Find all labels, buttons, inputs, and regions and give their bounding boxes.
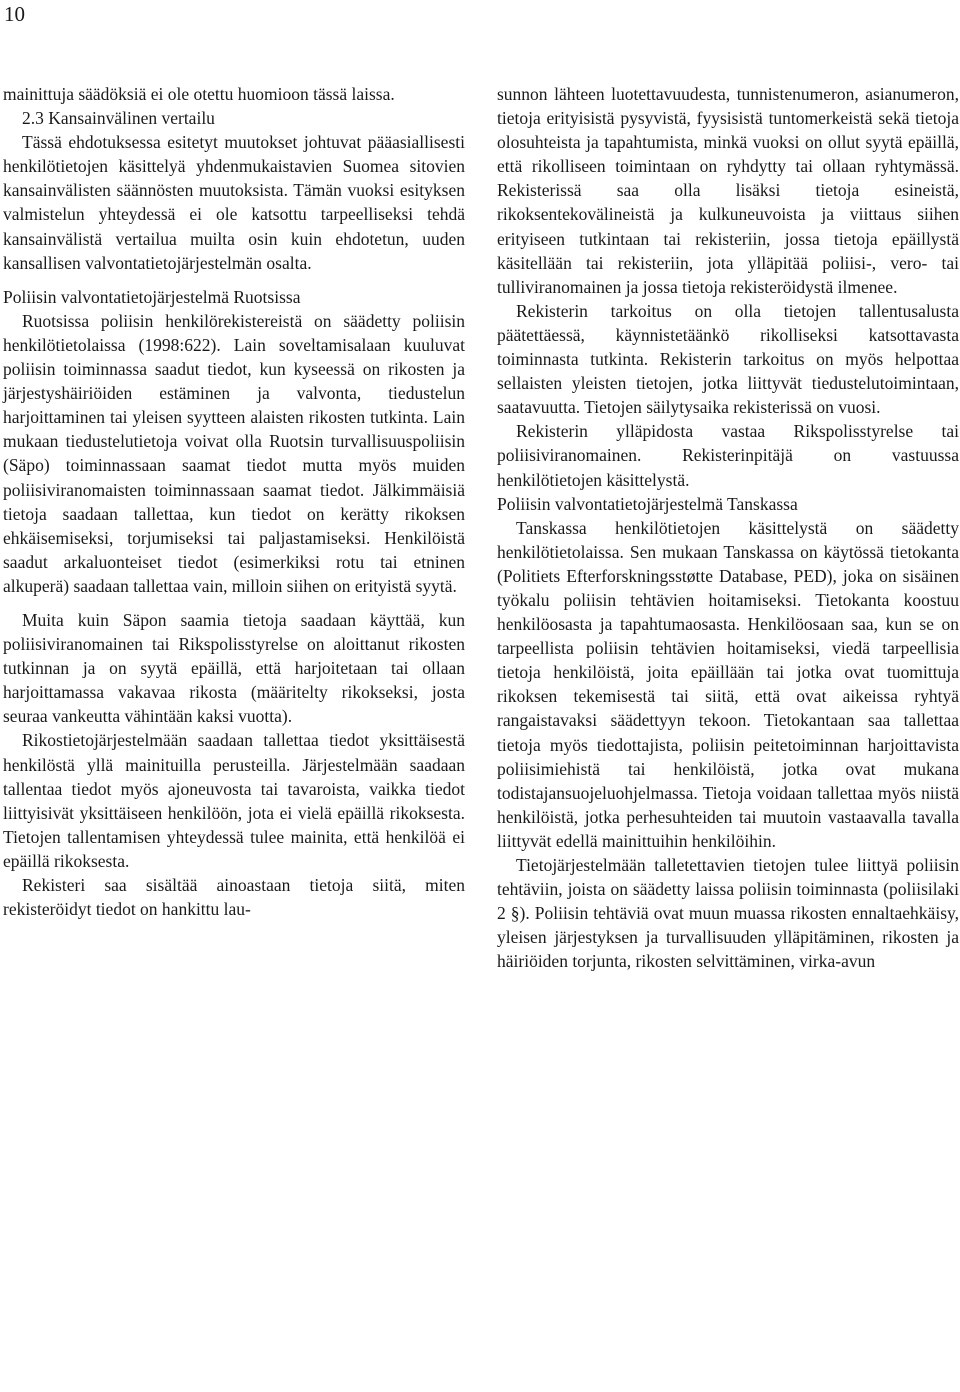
intro-paragraph: Tässä ehdotuksessa esitetyt muutokset johtuvat pääasiallisesti henkilötietojen käsittelyä yhdenmukaistavien Suomea sitovien kansainvälisten säännösten muutoksista. Tämän vuoksi esityksen valmistelun yhteydessä ei ole katsottu tarpeelliseksi tehdä kansainvälistä vertailua muilta osin kuin ehdotetun, uuden kansallisen valvontatietojärjestelmän osalta. <box>3 132 465 273</box>
section-heading: 2.3 Kansainvälinen vertailu <box>22 108 215 129</box>
body-paragraph: Tanskassa henkilötietojen käsittelystä on säädetty henkilötietolaissa. Sen mukaan Tanskassa on käytössä tietokanta (Politiets Efterforskningsstøtte Database, PED), joka on sisäinen työkalu poliisin tehtävien hoitamiseksi. Tietokanta koostuu henkilöosasta ja tapahtumaosasta. Henkilöosaan saa, kun se on tarpeellista poliisin tehtävien hoitamiseksi, viedä tarpeellisia tietoja henkilöistä, joita epäillään tai jotka ovat tuomittuja rikoksen tekemisestä tai siitä, että ovat aikeissa ryhtyä rangaistavaksi säädettyyn tekoon. Tietokantaan saa tallettaa tietoja myös tiedottajista, poliisin peitetoiminnan harjoittavista poliisimiehistä tai henkilöistä, jotka ovat mukana todistajansuojeluohjelmassa. Tietoja voidaan tallettaa myös niistä henkilöistä, jotka perhesuhteiden tai muutoin vastaavalla tavalla liittyvät edellä mainittuihin henkilöihin. <box>497 517 959 851</box>
left-continuation-paragraph: mainittuja säädöksiä ei ole otettu huomioon tässä laissa. <box>3 84 395 104</box>
body-paragraph: Rekisterin ylläpidosta vastaa Rikspolisstyrelse tai poliisiviranomainen. Rekisterinpitäjä on vastuussa henkilötietojen käsittelystä. <box>497 421 959 490</box>
body-paragraph: Rikostietojärjestelmään saadaan tallettaa tiedot yksittäisestä henkilöstä yllä mainituilla perusteilla. Järjestelmään saadaan tallentaa tiedot myös ajoneuvosta tai tavaroista, vaikka tiedot liittyisivät yksittäiseen henkilöön, jota ei vielä epäillä rikoksesta. Tietojen tallentamisen yhteydessä tulee mainita, että henkilöä ei epäillä rikoksesta. <box>3 730 465 871</box>
body-paragraph: Rekisterin tarkoitus on olla tietojen tallentusalusta päätettäessä, käynnistetäänkö rikolliseksi katsottavasta toiminnasta tutkinta. Rekisterin tarkoitus on myös helpottaa sellaisten yleisten tietojen, jotka liittyvät tiedustelutoimintaan, saatavuutta. Tietojen säilytysaika rekisterissä on vuosi. <box>497 300 959 418</box>
page-number: 10 <box>4 2 25 26</box>
body-paragraph: Muita kuin Säpon saamia tietoja saadaan käyttää, kun poliisiviranomainen tai Rikspolisstyrelse on aloittanut rikosten tutkinnan ja on syytä epäillä, että harjoitetaan tai ollaan harjoittamassa vakavaa rikosta (määritelty rikokseksi, josta seuraa vankeutta vähintään kaksi vuotta). <box>3 609 465 727</box>
left-column <box>3 82 465 921</box>
right-continuation-paragraph: sunnon lähteen luotettavuudesta, tunnistenumeron, asianumeron, tietoja erityisistä pysyvistä, fyysisistä tuntomerkeistä sekä tietoja olosuhteista ja tapahtumista, minkä vuoksi on ollut syytä epäillä, että rikolliseen toimintaan on ryhdytty tai ollaan ryhtymässä. Rekisterissä saa olla lisäksi tietoja esineistä, rikoksentekovälineistä ja kulkuneuvoista ja viittaus siihen erityiseen tutkintaan tai rekisteriin, jossa tietoja epäillystä käsitellään tai rekisteriin, jota ylläpitää poliisi-, vero- tai tulliviranomainen ja jossa tietoja rekisteröidystä ilmenee. <box>497 84 959 297</box>
body-paragraph: Ruotsissa poliisin henkilörekistereistä on säädetty poliisin henkilötietolaissa (1998:622). Lain soveltamisalaan kuuluvat poliisin toiminnassa saadut tiedot, kun kyseessä on rikosten ja järjestyshäiriöiden estäminen ja valvonta, tiedustelun harjoittaminen tai yleisen syytteen alaisten rikosten tutkinta. Lain mukaan tiedustelutietoja voivat olla Ruotsin turvallisuuspoliisin (Säpo) toiminnassaan saamat tiedot mutta myös muiden poliisiviranomaisten toiminnassaan saamat tiedot. Jälkimmäisiä tietoja saadaan tallettaa, kun tiedot on kerätty rikoksen ehkäisemiseksi, torjumiseksi tai paljastamiseksi. Henkilöistä saadut arkaluonteiset tiedot (esimerkiksi rotu tai etninen alkuperä) saadaan tallettaa vain, milloin siihen on erityistä syytä. <box>3 310 465 596</box>
body-paragraph: Tietojärjestelmään talletettavien tietojen tulee liittyä poliisin tehtäviin, joista on säädetty laissa poliisin toiminnasta (poliisilaki 2 §). Poliisin tehtäviä ovat muun muassa rikosten ennaltaehkäisy, yleisen järjestyksen ja turvallisuuden ylläpitäminen, rikosten ja häiriöiden torjunta, rikosten selvittäminen, virka-avun <box>497 855 959 972</box>
right-column <box>497 82 959 973</box>
subheading-sweden: Poliisin valvontatietojärjestelmä Ruotsissa <box>3 286 301 307</box>
body-paragraph: Rekisteri saa sisältää ainoastaan tietoja siitä, miten rekisteröidyt tiedot on hankittu lau- <box>3 875 465 920</box>
subheading-denmark: Poliisin valvontatietojärjestelmä Tanskassa <box>497 493 798 514</box>
